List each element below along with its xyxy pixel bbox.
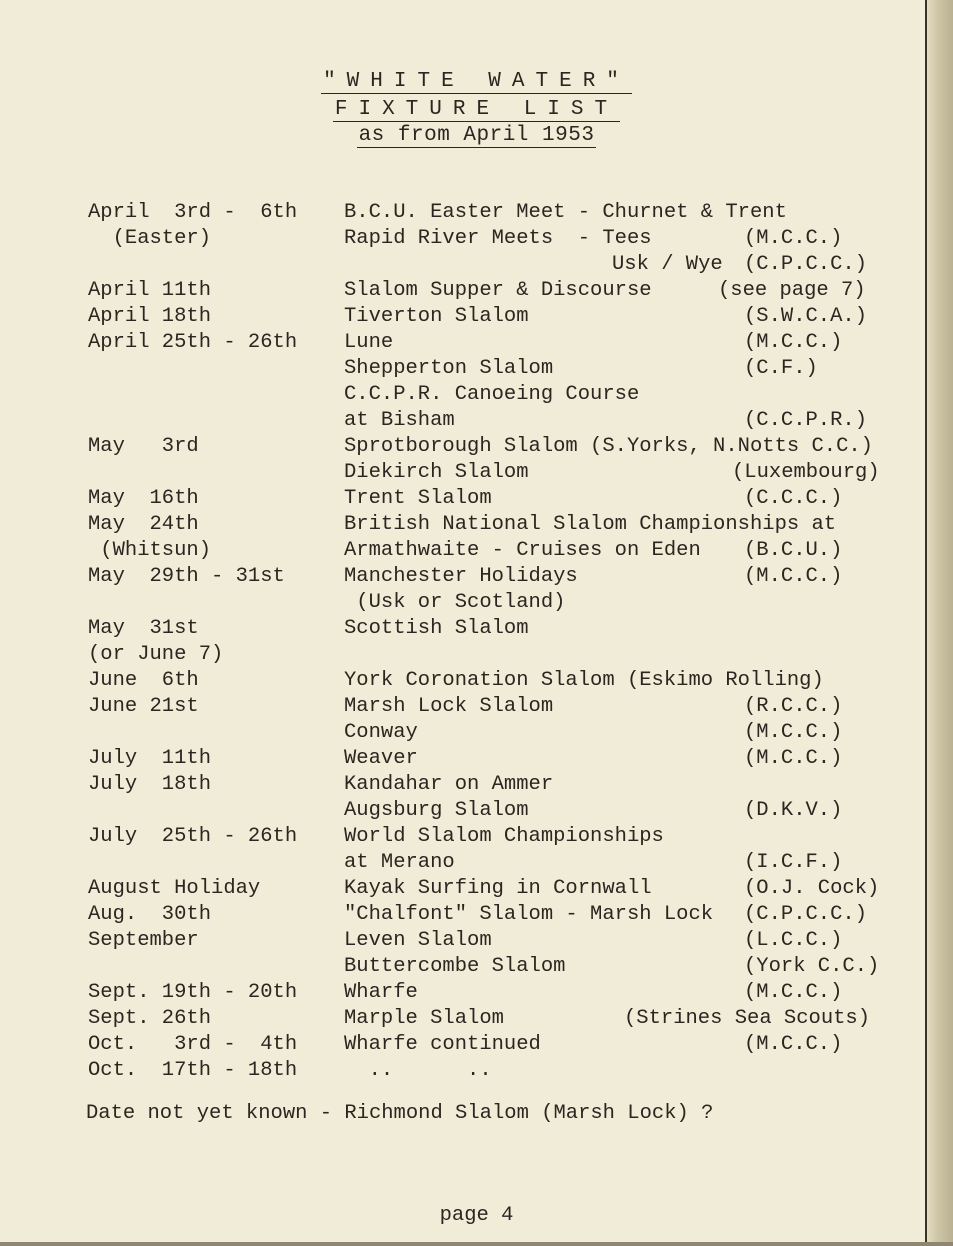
fixture-organiser: (D.K.V.) <box>744 799 843 822</box>
date-line: as from April 1953 <box>358 124 595 147</box>
fixture-row <box>0 1006 953 1032</box>
fixture-row <box>0 538 953 564</box>
fixture-event: Wharfe continued <box>344 1033 541 1056</box>
fixture-date: June 21st <box>88 695 199 718</box>
fixture-row <box>0 954 953 980</box>
fixture-event: York Coronation Slalom (Eskimo Rolling) <box>344 669 824 692</box>
fixture-row <box>0 876 953 902</box>
fixture-organiser: (M.C.C.) <box>744 565 843 588</box>
fixture-row <box>0 798 953 824</box>
fixture-row <box>0 590 953 616</box>
fixture-row <box>0 382 953 408</box>
fixture-event: Usk / Wye <box>612 253 723 276</box>
footnote: Date not yet known - Richmond Slalom (Marsh Lock) ? <box>86 1102 714 1125</box>
fixture-row <box>0 278 953 304</box>
fixture-event: Armathwaite - Cruises on Eden <box>344 539 701 562</box>
fixture-date: August Holiday <box>88 877 261 900</box>
fixture-date: April 3rd - 6th <box>88 201 298 224</box>
fixture-event: Trent Slalom <box>344 487 492 510</box>
fixture-row <box>0 668 953 694</box>
fixture-organiser: (M.C.C.) <box>744 227 843 250</box>
fixture-event: Sprotborough Slalom (S.Yorks, N.Notts C.C.) <box>344 435 873 458</box>
fixture-organiser: (M.C.C.) <box>744 721 843 744</box>
fixture-organiser: (M.C.C.) <box>744 1033 843 1056</box>
fixture-row <box>0 902 953 928</box>
fixture-organiser: (S.W.C.A.) <box>744 305 868 328</box>
fixture-row <box>0 226 953 252</box>
fixture-date: Sept. 19th - 20th <box>88 981 298 1004</box>
fixture-event: Scottish Slalom <box>344 617 529 640</box>
fixture-event: at Merano <box>344 851 455 874</box>
fixture-row <box>0 1032 953 1058</box>
fixture-event: Augsburg Slalom <box>344 799 529 822</box>
fixture-event: Wharfe <box>344 981 418 1004</box>
fixture-event: C.C.P.R. Canoeing Course <box>344 383 640 406</box>
fixture-organiser: (York C.C.) <box>744 955 880 978</box>
document-subtitle: FIXTURE LIST <box>334 98 619 121</box>
fixture-row <box>0 694 953 720</box>
fixture-date: June 6th <box>88 669 199 692</box>
fixture-event: Conway <box>344 721 418 744</box>
fixture-row <box>0 746 953 772</box>
fixture-row <box>0 824 953 850</box>
fixture-row <box>0 408 953 434</box>
fixture-event: World Slalom Championships <box>344 825 664 848</box>
fixture-organiser: (I.C.F.) <box>744 851 843 874</box>
fixture-organiser: (C.C.C.) <box>744 487 843 510</box>
fixture-row <box>0 512 953 538</box>
fixture-organiser: (M.C.C.) <box>744 747 843 770</box>
fixture-date: May 31st <box>88 617 199 640</box>
fixture-date: April 18th <box>88 305 212 328</box>
fixture-date: July 18th <box>88 773 212 796</box>
fixture-organiser: (C.F.) <box>744 357 818 380</box>
fixture-row <box>0 642 953 668</box>
fixture-event: British National Slalom Championships at <box>344 513 837 536</box>
fixture-event: Manchester Holidays <box>344 565 578 588</box>
fixture-row <box>0 434 953 460</box>
fixture-date: (Easter) <box>88 227 212 250</box>
fixture-event: at Bisham <box>344 409 455 432</box>
fixture-row <box>0 564 953 590</box>
fixture-event: Slalom Supper & Discourse <box>344 279 652 302</box>
fixture-date: May 24th <box>88 513 199 536</box>
fixture-organiser: (O.J. Cock) <box>744 877 880 900</box>
fixture-organiser: (C.P.C.C.) <box>744 903 868 926</box>
page-number: page 4 <box>439 1204 514 1227</box>
fixture-organiser: (R.C.C.) <box>744 695 843 718</box>
fixture-event: "Chalfont" Slalom - Marsh Lock <box>344 903 714 926</box>
fixture-event: B.C.U. Easter Meet - Churnet & Trent <box>344 201 787 224</box>
fixture-organiser: (C.C.P.R.) <box>744 409 868 432</box>
fixture-organiser: (L.C.C.) <box>744 929 843 952</box>
fixture-date: Aug. 30th <box>88 903 212 926</box>
fixture-date: Sept. 26th <box>88 1007 212 1030</box>
fixture-date: May 29th - 31st <box>88 565 285 588</box>
fixture-row <box>0 616 953 642</box>
fixture-row <box>0 330 953 356</box>
fixture-row <box>0 850 953 876</box>
fixture-row <box>0 486 953 512</box>
fixture-row <box>0 200 953 226</box>
fixture-event: Marple Slalom <box>344 1007 504 1030</box>
fixture-organiser: (Strines Sea Scouts) <box>624 1007 871 1030</box>
fixture-organiser: (M.C.C.) <box>744 981 843 1004</box>
fixture-date: May 3rd <box>88 435 199 458</box>
fixture-row <box>0 720 953 746</box>
fixture-organiser: (C.P.C.C.) <box>744 253 868 276</box>
fixture-row <box>0 772 953 798</box>
fixture-event: Leven Slalom <box>344 929 492 952</box>
fixture-date: September <box>88 929 199 952</box>
fixture-event: Weaver <box>344 747 418 770</box>
fixture-event: Diekirch Slalom <box>344 461 529 484</box>
fixture-row <box>0 980 953 1006</box>
fixture-row <box>0 252 953 278</box>
fixture-event: Lune <box>344 331 394 354</box>
fixture-event: Rapid River Meets - Tees <box>344 227 652 250</box>
fixture-row <box>0 1058 953 1084</box>
fixture-event: Shepperton Slalom <box>344 357 554 380</box>
fixture-event: Tiverton Slalom <box>344 305 529 328</box>
fixture-event: Buttercombe Slalom <box>344 955 566 978</box>
fixture-event: Kandahar on Ammer <box>344 773 554 796</box>
document-title: "WHITE WATER" <box>323 70 630 93</box>
fixture-date: Oct. 17th - 18th <box>88 1059 298 1082</box>
fixture-date: April 25th - 26th <box>88 331 298 354</box>
fixture-date: (or June 7) <box>88 643 224 666</box>
fixture-organiser: (B.C.U.) <box>744 539 843 562</box>
fixture-event: Kayak Surfing in Cornwall <box>344 877 652 900</box>
fixture-row <box>0 356 953 382</box>
fixture-organiser: (Luxembourg) <box>732 461 880 484</box>
fixture-row <box>0 928 953 954</box>
fixture-date: July 11th <box>88 747 212 770</box>
fixture-event: Marsh Lock Slalom <box>344 695 554 718</box>
fixture-event: (Usk or Scotland) <box>344 591 566 614</box>
fixture-organiser: (M.C.C.) <box>744 331 843 354</box>
page-edge <box>0 1242 953 1246</box>
fixture-date: April 11th <box>88 279 212 302</box>
fixture-row <box>0 460 953 486</box>
fixture-date: (Whitsun) <box>88 539 212 562</box>
fixture-date: May 16th <box>88 487 199 510</box>
fixture-date: Oct. 3rd - 4th <box>88 1033 298 1056</box>
fixture-organiser: (see page 7) <box>718 279 866 302</box>
fixture-date: July 25th - 26th <box>88 825 298 848</box>
fixture-row <box>0 304 953 330</box>
fixture-event: .. .. <box>344 1059 492 1082</box>
